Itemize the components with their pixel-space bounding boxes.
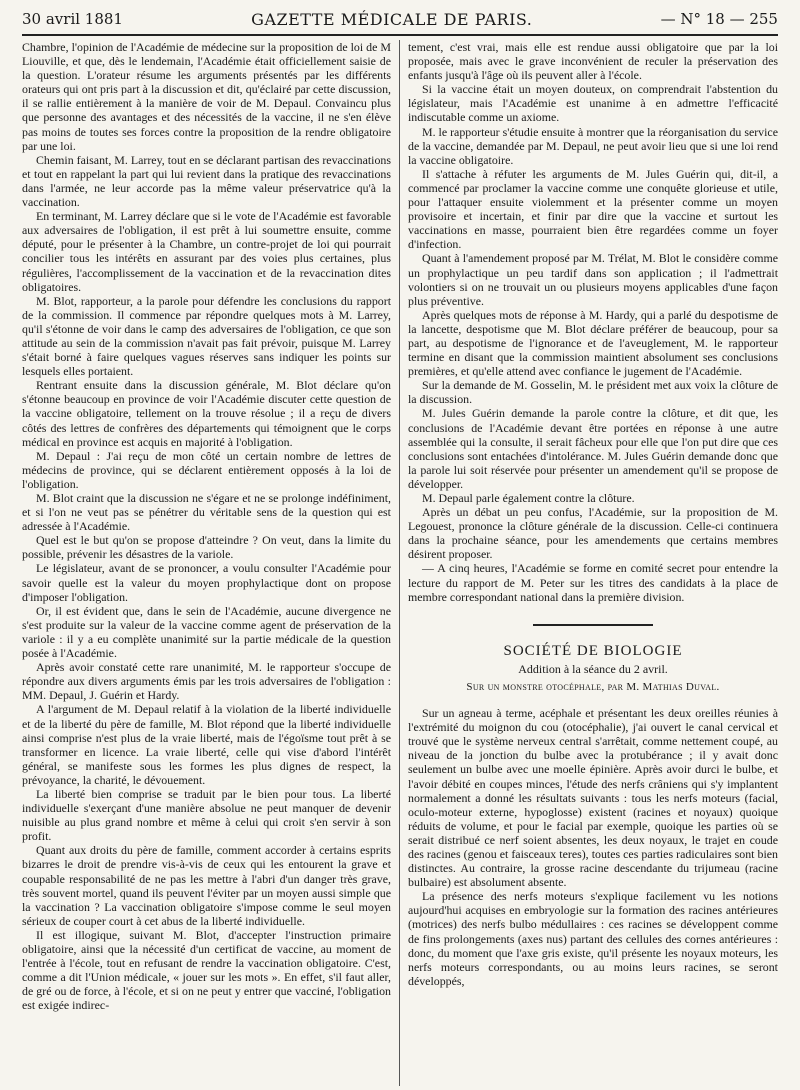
paragraph: Après avoir constaté cette rare unanimité, M. le rapporteur s'occupe de répondre aux divers arguments émis par les trois adversaires de l'obligation : MM. Depaul, J. Guérin et Hardy. — [22, 660, 391, 703]
article-title: Sur un monstre otocéphale, par M. Mathias Duval. — [466, 680, 720, 693]
paragraph: Chemin faisant, M. Larrey, tout en se déclarant partisan des revaccinations et tout en rappelant la part qui lui revient dans la pratique des revaccinations dans l'armée, ne leur accorde pas la même valeur préservatrice qu'à la vaccination. — [22, 152, 391, 210]
paragraph: M. Jules Guérin demande la parole contre la clôture, et dit que, les conclusions de l'Académie devant être portées en réponse à une autre assemblée qui la consulte, il serait fâcheux pour elle que l'on put dire que ces conclusions sont entachées d'intolérance. M. Jules Guérin demande donc que la parole lui soit réservée pour présenter un amendement qu'il se propose de développer. — [408, 406, 778, 491]
paragraph: La liberté bien comprise se traduit par le bien pour tous. La liberté individuelle s'exerçant d'une manière absolue ne peut manquer de devenir nuisible au plus grand nombre et même à celui qui croit s'en servir à son profit. — [22, 786, 391, 844]
paragraph: Il s'attache à réfuter les arguments de M. Jules Guérin qui, dit-il, a commencé par proclamer la vaccine comme une conquête glorieuse et utile, pour l'attaquer ensuite violemment et la présenter comme un moyen provisoire et incertain, et finir par dire que la vaccine et surtout les vaccinations en masse, pourraient bien être regardées comme un foyer d'infection. — [408, 166, 778, 252]
paragraph: — A cinq heures, l'Académie se forme en comité secret pour entendre la lecture du rapport de M. Peter sur les titres des candidats à la place de membre correspondant national dans la première division. — [408, 561, 778, 604]
paragraph: M. Depaul parle également contre la clôture. — [422, 491, 635, 505]
paragraph: Il est illogique, suivant M. Blot, d'accepter l'instruction primaire obligatoire, ainsi que la nécessité d'un certificat de vaccine, au moment de l'entrée à l'école, tout en refusant de rendre la vaccination obligatoire. C'est, comme a dit l'Union médicale, « jouer sur les mots ». En effet, s'il faut aller, de gré ou de force, à l'école, et si on ne peut y entrer que vacciné, l'obligation est exigée indirec- — [22, 927, 391, 1013]
paragraph: Après un débat un peu confus, l'Académie, sur la proposition de M. Legouest, prononce la clôture générale de la discussion. Celle-ci continuera dans la prochaine séance, pour les amendements que certains membres désirent proposer. — [408, 505, 778, 562]
header-date: 30 avril 1881 — [22, 10, 123, 28]
paragraph: tement, c'est vrai, mais elle est rendue aussi obligatoire que par la loi proposée, mais avec le grave inconvénient de reculer la préservation des enfants jusqu'à l'âge où ils peuvent aller à l'école. — [408, 40, 778, 83]
paragraph: Or, il est évident que, dans le sein de l'Académie, aucune divergence ne s'est produite sur la valeur de la vaccine comme agent de préservation de la variole : il y a eu complète unanimité sur la partie médicale de la question posée à l'Académie. — [22, 603, 391, 661]
paragraph: Rentrant ensuite dans la discussion générale, M. Blot déclare qu'on s'étonne beaucoup en province de voir l'Académie discuter cette question de la vaccine obligatoire, tellement on la trouve résolue ; il a reçu de divers côtés des lettres de confrères des départements qui témoignent que le corps médical en province est acquis en majorité à l'obligation. — [22, 378, 391, 449]
journal-title: GAZETTE MÉDICALE DE PARIS. — [251, 9, 533, 29]
paragraph: M. le rapporteur s'étudie ensuite à montrer que la réorganisation du service de la vaccine, demandée par M. Depaul, ne peut avoir lieu que si une loi rend la vaccine obligatoire. — [408, 124, 778, 167]
paragraph: M. Depaul : J'ai reçu de mon côté un certain nombre de lettres de médecins de province, qui se déclarent entièrement opposés à la loi de l'obligation. — [22, 448, 391, 491]
paragraph: Chambre, l'opinion de l'Académie de médecine sur la proposition de loi de M Liouville, et que, dès le lendemain, l'Académie était officiellement saisie de la question. L'orateur résume les arguments présentés par les différents orateurs qui ont pris part à la discussion et dit, qu'éclairé par cette discussion, il se rallie entièrement à la manière de voir de M. Depaul. Convaincu plus que personne des avantages et des nécessités de la vaccine, il ne s'en élève pas moins de toutes ses forces contre la proposition de la rendre obligatoire par une loi. — [22, 40, 391, 153]
paragraph: M. Blot craint que la discussion ne s'égare et ne se prolonge indéfiniment, et si l'on ne veut pas se pénétrer du véritable sens de la question qui est adressée à l'Académie. — [22, 491, 391, 534]
right-column — [400, 40, 778, 1086]
paragraph: Le législateur, avant de se prononcer, a voulu consulter l'Académie pour savoir quelle est la valeur du moyen prophylactique dont on propose d'imposer l'obligation. — [22, 561, 391, 604]
left-column — [22, 40, 400, 1086]
paragraph: A l'argument de M. Depaul relatif à la violation de la liberté individuelle et de la liberté du père de famille, M. Blot répond que la liberté individuelle ainsi comprise n'est plus de la vraie liberté, mais de l'égoïsme tout prêt à se transformer en licence. La vraie liberté, celle qui vise d'abord l'intérêt général, se manifeste sous les formes les plus dignes de respect, la prévoyance, la charité, le dévouement. — [22, 702, 391, 787]
paragraph: M. Blot, rapporteur, a la parole pour défendre les conclusions du rapport de la commission. Il commence par répondre quelques mots à M. Larrey, qu'il s'étonne de voir dans le camp des adversaires de l'obligation, ce que son attitude au sein de la commission n'avait pas fait prévoir, puisque M. Larrey s'était borné à faire quelques vagues réserves sans indiquer les points sur lesquels elles portaient. — [22, 293, 391, 379]
paragraph: Quant aux droits du père de famille, comment accorder à certains esprits bizarres le droit de prendre vis-à-vis de ceux qui les entourent la grave et coupable responsabilité de ne pas les mettre à l'abri d'un danger très grave, très souvent mortel, quand ils peuvent l'éviter par un moyen aussi simple que la vaccination ? La vaccination obligatoire s'impose comme le seul moyen sérieux de couper court à cet abus de la liberté individuelle. — [22, 843, 391, 928]
paragraph: La présence des nerfs moteurs s'explique facilement vu les notions aujourd'hui acquises en embryologie sur la formation des racines antérieures (motrices) des nerfs bulbo médullaires : ces racines se développent comme de fins prolongements (axes nus) partant des cellules des cornes antérieures : donc, du moment que l'axe gris existe, qu'il présente les noyaux moteurs, les nerfs moteurs correspondants, ou au moins leurs racines, se seront développés, — [408, 889, 778, 988]
paragraph: Si la vaccine était un moyen douteux, on comprendrait l'abstention du législateur, mais l'Académie est unanime à en admettre l'efficacité indiscutable comme un axiome. — [408, 82, 778, 125]
paragraph: Quel est le but qu'on se propose d'atteindre ? On veut, dans la limite du possible, prévenir les désastres de la variole. — [22, 533, 391, 562]
page-header — [22, 4, 778, 36]
paragraph: En terminant, M. Larrey déclare que si le vote de l'Académie est favorable aux adversaires de l'obligation, il est prêt à lui soumettre ensuite, comme député, pour le présenter à la Chambre, un contre-projet de loi qui pourrait concilier tous les intérêts en assurant par des voies plus certaines, plus régulières, l'accomplissement de la vaccination et de la revaccination dites obligatoires. — [22, 209, 391, 294]
section-divider — [533, 624, 653, 626]
paragraph: Après quelques mots de réponse à M. Hardy, qui a parlé du despotisme de la lancette, despotisme que M. Blot déclare préférer de beaucoup, pour sa part, au despotisme de l'ignorance et de l'aveuglement, M. le rapporteur termine en disant que la commission maintient absolument ses conclusions premières, et qu'elle attend avec confiance le jugement de l'Académie. — [408, 307, 778, 379]
paragraph: Sur la demande de M. Gosselin, M. le président met aux voix la clôture de la discussion. — [408, 378, 778, 407]
header-issue-page: — N° 18 — 255 — [660, 10, 778, 28]
paragraph: Quant à l'amendement proposé par M. Trélat, M. Blot le considère comme un prophylactique un peu tardif dans son application ; il l'admettrait volontiers si on ne trouvait un ou plusieurs moyens applicables d'une façon plus préventive. — [408, 251, 778, 308]
paragraph: Sur un agneau à terme, acéphale et présentant les deux oreilles réunies à l'extrémité du moignon du cou (otocéphalie), j'ai ouvert le canal cervical et trouvé que le système nerveux central s'arrêtait, comme nettement coupé, au niveau de la jonction du bulbe avec la protubérance ; il y avait donc seulement un bulbe avec une moelle épinière. Après avoir durci le bulbe, et l'avoir débité en coupes minces, l'étude des nerfs crâniens qui s'y implantent normalement a donné les résultats suivants : tous les nerfs moteurs (facial, oculo-moteur externe, hypoglosse) existent (racines et noyaux) quoique réduits de volume, et pour le facial par exemple, quoique les parties où se serait distribué ce nerf soient absentes, les deux noyaux, le trajet en coude des racines (genou et faisceaux teres), toutes ces parties radiculaires sont bien distinctes. Au contraire, la grosse racine descendante du trijumeau (racine bulbaire) est absolument absente. — [408, 706, 778, 890]
text-columns — [22, 40, 778, 1086]
section-title: SOCIÉTÉ DE BIOLOGIE — [503, 642, 683, 659]
section-subtitle: Addition à la séance du 2 avril. — [518, 661, 668, 676]
